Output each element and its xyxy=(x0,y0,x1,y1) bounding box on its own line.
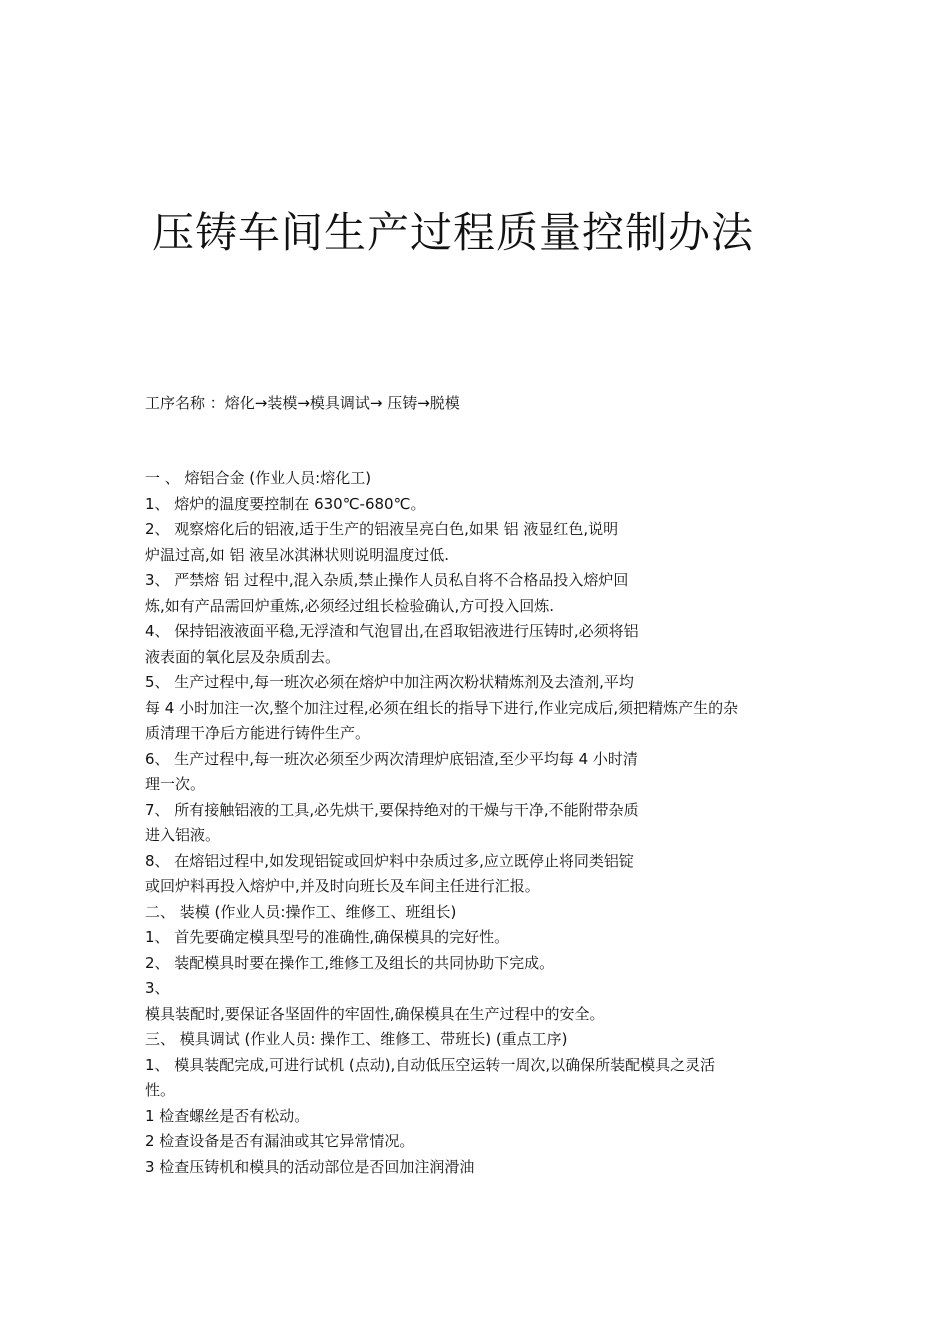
text-line: 液表面的氧化层及杂质刮去。 xyxy=(145,647,341,666)
text-line: 进入铝液。 xyxy=(145,826,221,844)
text-line: 理一次。 xyxy=(145,775,206,793)
page-title: 压铸车间生产过程质量控制办法 xyxy=(152,208,755,257)
text-line: 炉温过高,如 铝 液呈冰淇淋状则说明温度过低. xyxy=(145,545,450,564)
text-line: 或回炉料再投入熔炉中,并及时向班长及车间主任进行汇报。 xyxy=(145,877,540,895)
text-line: 一 、 熔铝合金 (作业人员:熔化工) xyxy=(145,469,372,487)
text-line: 7、 所有接触铝液的工具,必先烘干,要保持绝对的干燥与干净,不能附带杂质 xyxy=(145,800,639,819)
text-line: 2 检查设备是否有漏油或其它异常情况。 xyxy=(145,1132,415,1150)
document-body xyxy=(145,466,825,1180)
text-line: 1、 模具装配完成,可进行试机 (点动),自动低压空运转一周次,以确保所装配模具之灵活 xyxy=(145,1055,716,1074)
text-line: 模具装配时,要保证各坚固件的牢固性,确保模具在生产过程中的安全。 xyxy=(145,1004,605,1023)
text-line: 5、 生产过程中,每一班次必须在熔炉中加注两次粉状精炼剂及去渣剂,平均 xyxy=(145,673,634,691)
text-line: 炼,如有产品需回炉重炼,必须经过组长检验确认,方可投入回炼. xyxy=(145,596,555,615)
text-line: 每 4 小时加注一次,整个加注过程,必须在组长的指导下进行,作业完成后,须把精炼产生的杂 xyxy=(145,698,739,717)
text-line: 6、 生产过程中,每一班次必须至少两次清理炉底铝渣,至少平均每 4 小时清 xyxy=(145,749,638,768)
text-line: 3、 严禁熔 铝 过程中,混入杂质,禁止操作人员私自将不合格品投入熔炉回 xyxy=(145,571,629,589)
text-line: 4、 保持铝液液面平稳,无浮渣和气泡冒出,在舀取铝液进行压铸时,必须将铝 xyxy=(145,622,639,640)
process-flow: 工序名称 ：熔化→装模→模具调试→ 压铸→脱模 xyxy=(145,394,460,412)
text-line: 3、 xyxy=(145,979,170,997)
section-heading: 二、 装模 (作业人员:操作工、维修工、班组长) xyxy=(145,902,457,921)
text-line: 2、 装配模具时要在操作工,维修工及组长的共同协助下完成。 xyxy=(145,953,555,972)
text-line: 2、 观察熔化后的铝液,适于生产的铝液呈亮白色,如果 铝 液显红色,说明 xyxy=(145,520,619,538)
text-line: 1、 首先要确定模具型号的准确性,确保模具的完好性。 xyxy=(145,928,510,946)
text-line: 质清理干净后方能进行铸件生产。 xyxy=(145,724,371,742)
text-line: 性。 xyxy=(145,1081,176,1099)
text-line: 3 检查压铸机和模具的活动部位是否回加注润滑油 xyxy=(145,1157,475,1176)
text-line: 1、 熔炉的温度要控制在 630℃-680℃。 xyxy=(145,494,426,513)
text-line: 8、 在熔铝过程中,如发现铝锭或回炉料中杂质过多,应立既停止将同类铝锭 xyxy=(145,851,634,870)
text-line: 1 检查螺丝是否有松动。 xyxy=(145,1106,310,1125)
section-heading: 三、 模具调试 (作业人员: 操作工、维修工、带班长) (重点工序) xyxy=(145,1030,568,1048)
